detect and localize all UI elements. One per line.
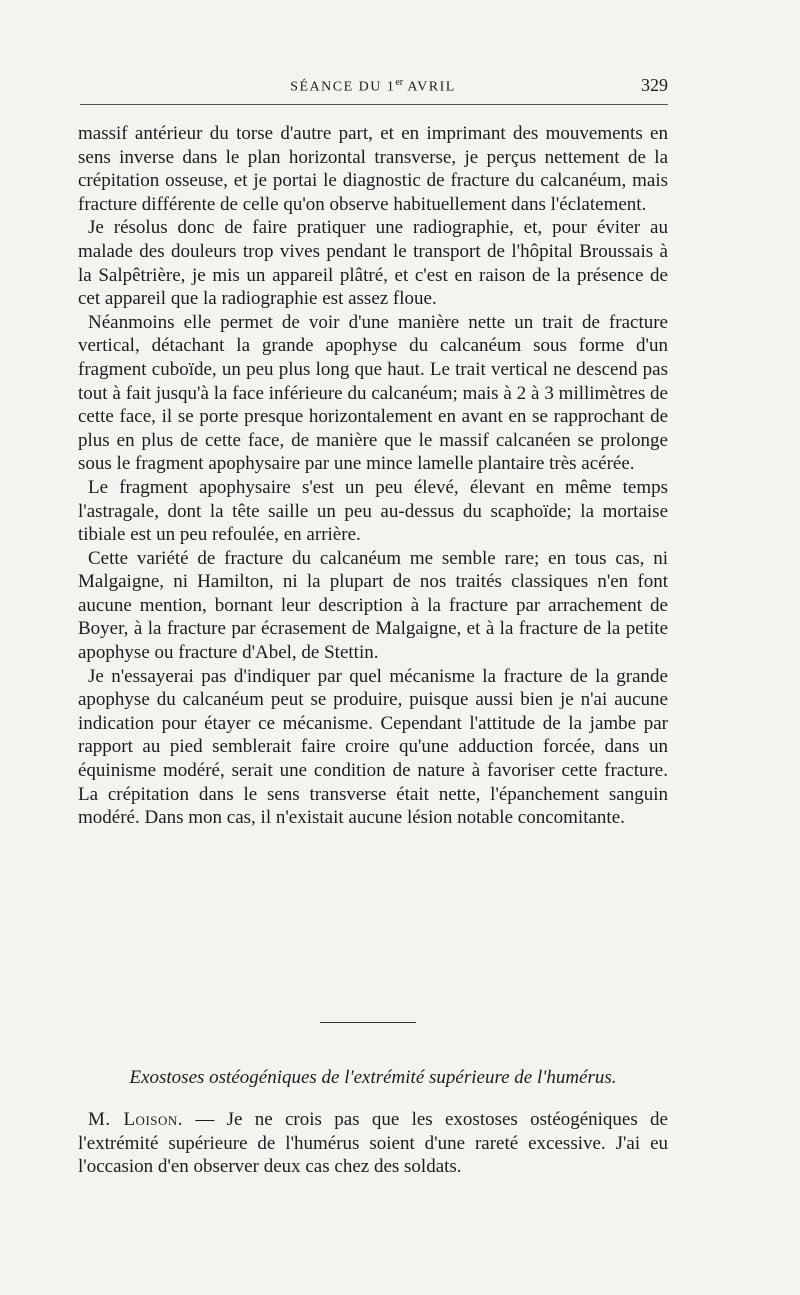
header-rule bbox=[80, 104, 668, 105]
paragraph bbox=[78, 1108, 668, 1179]
speaker-name: M. Loison. bbox=[88, 1109, 184, 1130]
paragraph: Je résolus donc de faire pratiquer une radiographie, et, pour éviter au malade des douleurs trop vives pendant le transport de l'hôpital Broussais à la Salpêtrière, je mis un appareil plâtré, et c'est en raison de la présence de cet appareil que la radiographie est assez floue. bbox=[78, 217, 668, 310]
paragraph: Je n'essayerai pas d'indiquer par quel mécanisme la fracture de la grande apophyse du calcanéum peut se produire, puisque aussi bien je n'ai aucune indication pour étayer ce mécanisme. Cependant l'attitude de la jambe par rapport au pied semblerait faire croire qu'une adduction forcée, dans un équinisme modéré, serait une condition de nature à favoriser cette fracture. La crépitation dans le sens transverse était nette, l'épanchement sanguin modéré. Dans mon cas, il n'existait aucune lésion notable concomitante. bbox=[78, 665, 668, 829]
section-separator bbox=[320, 1022, 416, 1023]
paragraph: Le fragment apophysaire s'est un peu élevé, élevant en même temps l'astragale, dont la tête saille un peu au-dessus du scaphoïde; la mortaise tibiale est un peu refoulée, en arrière. bbox=[78, 476, 668, 546]
running-header bbox=[78, 72, 668, 102]
paragraph: Néanmoins elle permet de voir d'une manière nette un trait de fracture vertical, détachant la grande apophyse du calcanéum sous forme d'un fragment cuboïde, un peu plus long que haut. Le trait vertical ne descend pas tout à fait jusqu'à la face inférieure du calcanéum; mais à 2 à 3 millimètres de cette face, il se porte presque horizontalement en avant en se rapprochant de plus en plus de cette face, de manière que le massif calcanéen se prolonge sous le fragment apophysaire par une mince lamelle plantaire très acérée. bbox=[78, 311, 668, 475]
speaker-remark: — Je ne crois pas que les exostoses ostéogéniques de l'extrémité supérieure de l'humérus soient d'une rareté excessive. J'ai eu l'occasion d'en observer deux cas chez des soldats. bbox=[78, 1109, 668, 1178]
section-title: Exostoses ostéogéniques de l'extrémité supérieure de l'humérus. bbox=[129, 1067, 617, 1088]
body-text bbox=[78, 122, 668, 830]
header-title: SÉANCE DU 1er AVRIL bbox=[290, 77, 456, 95]
paragraph: massif antérieur du torse d'autre part, et en imprimant des mouvements en sens inverse dans le plan horizontal transverse, je perçus nettement de la crépitation osseuse, et je portai le diagnostic de fracture du calcanéum, mais fracture différente de celle qu'on observe habituellement dans l'éclatement. bbox=[78, 123, 668, 215]
discussion-text bbox=[78, 1108, 668, 1179]
paragraph: Cette variété de fracture du calcanéum me semble rare; en tous cas, ni Malgaigne, ni Hamilton, ni la plupart de nos traités classiques n'en font aucune mention, bornant leur description à la fracture par arrachement de Boyer, à la fracture par écrasement de Malgaigne, et à la fracture de la petite apophyse ou fracture d'Abel, de Stettin. bbox=[78, 547, 668, 664]
page-number: 329 bbox=[641, 75, 668, 95]
